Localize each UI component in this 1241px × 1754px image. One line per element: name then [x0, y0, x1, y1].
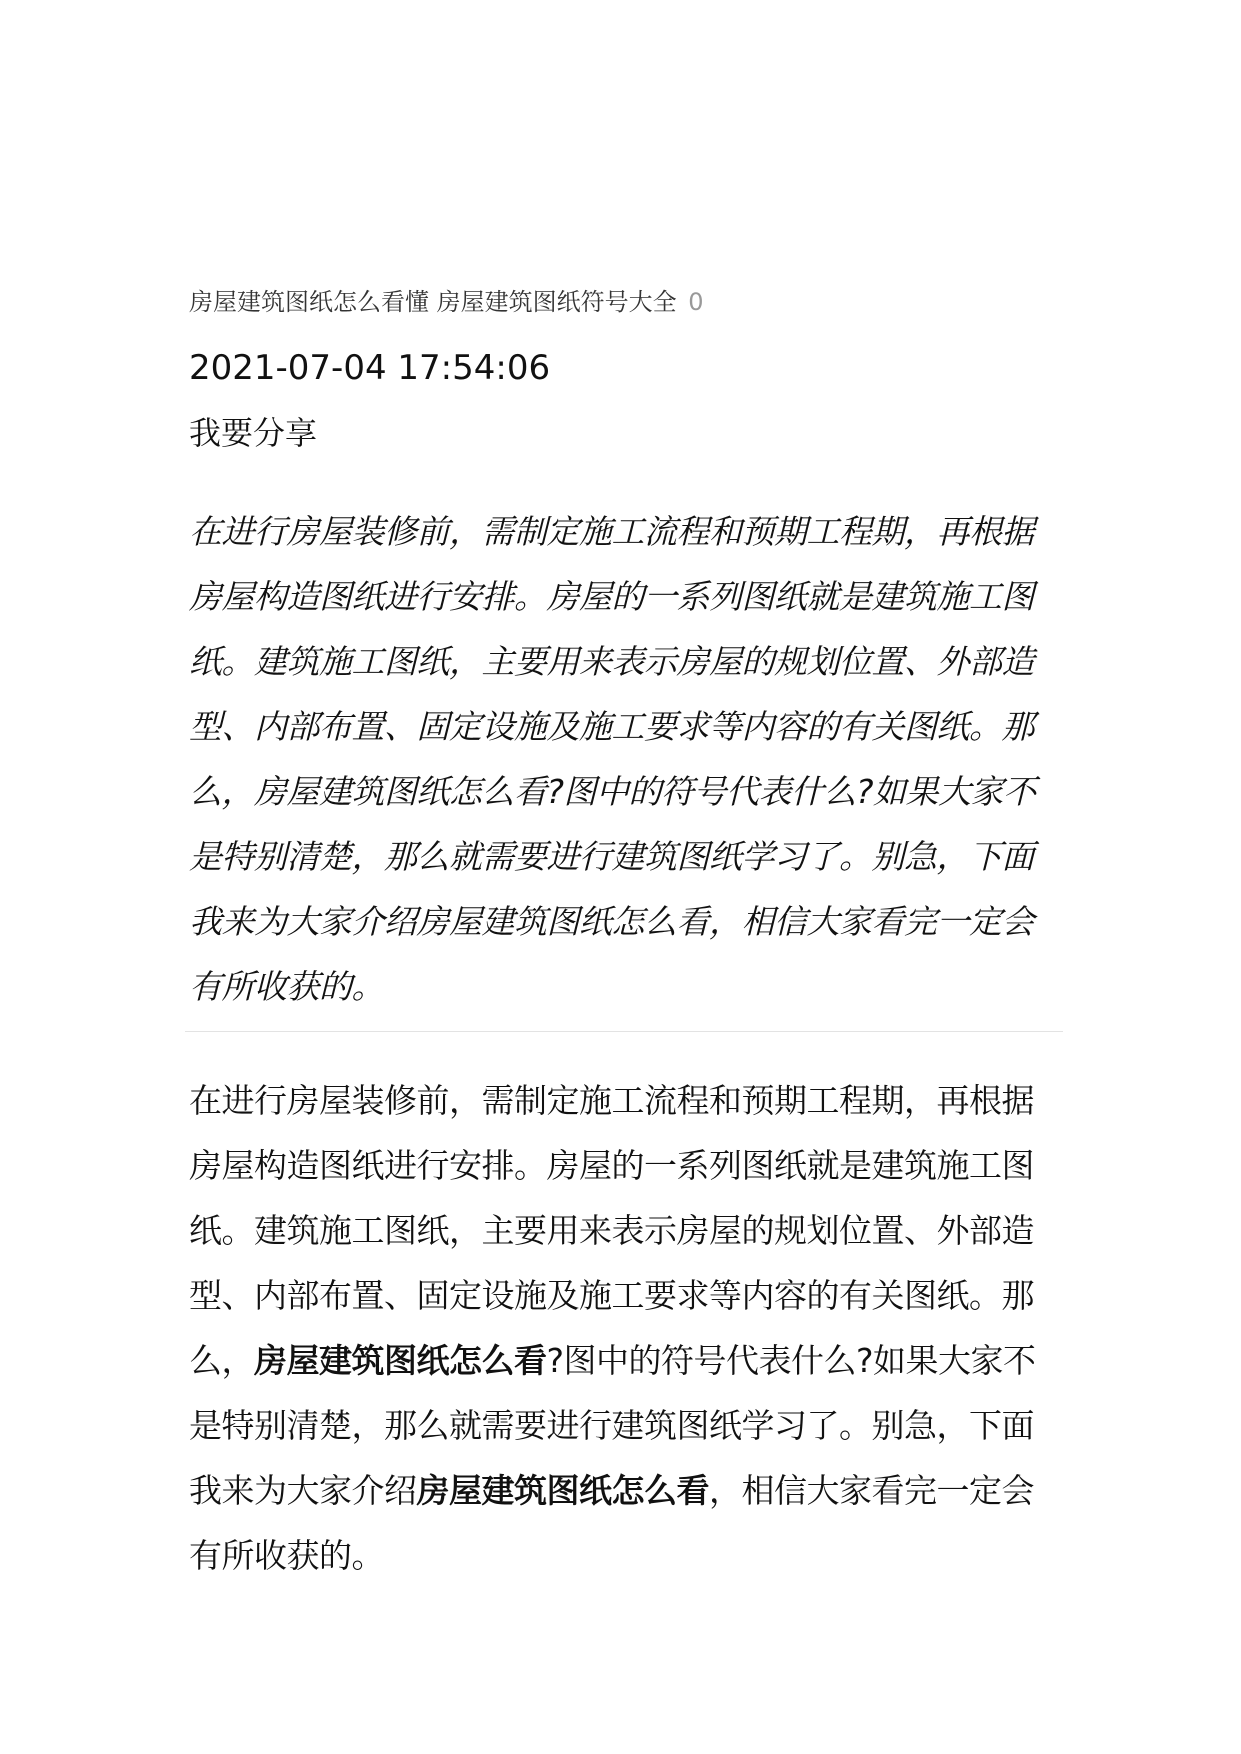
body-text-part-2: ?图中的符号代表什么?如果大家不是特别清楚，那么就需要进行建筑图纸学习了。别急，下面我来为大家介绍	[189, 1341, 1036, 1510]
body-text-part-1: 在进行房屋装修前，需制定施工流程和预期工程期，再根据房屋构造图纸进行安排。房屋的一系列图纸就是建筑施工图纸。建筑施工图纸，主要用来表示房屋的规划位置、外部造型、内部布置、固定设施及施工要求等内容的有关图纸。那么，	[189, 1081, 1034, 1380]
body-text-part-3: ，相信大家看完一定会有所收获的。	[189, 1471, 1034, 1575]
body-bold-keyword-2: 房屋建筑图纸怎么看	[416, 1471, 709, 1510]
article-page	[189, 0, 1061, 1754]
article-body	[189, 1068, 1061, 1588]
body-bold-keyword-1: 房屋建筑图纸怎么看	[254, 1341, 547, 1380]
article-summary: 在进行房屋装修前，需制定施工流程和预期工程期，再根据房屋构造图纸进行安排。房屋的一系列图纸就是建筑施工图纸。建筑施工图纸，主要用来表示房屋的规划位置、外部造型、内部布置、固定设施及施工要求等内容的有关图纸。那么，房屋建筑图纸怎么看?图中的符号代表什么?如果大家不是特别清楚，那么就需要进行建筑图纸学习了。别急，下面我来为大家介绍房屋建筑图纸怎么看，相信大家看完一定会有所收获的。	[189, 512, 1036, 1006]
share-link[interactable]: 我要分享	[189, 414, 318, 452]
view-count: 0	[688, 288, 704, 316]
article-title: 房屋建筑图纸怎么看懂 房屋建筑图纸符号大全	[189, 288, 677, 316]
publish-datetime: 2021-07-04 17:54:06	[189, 348, 551, 388]
article-title-line	[189, 286, 704, 318]
divider	[185, 1031, 1063, 1032]
